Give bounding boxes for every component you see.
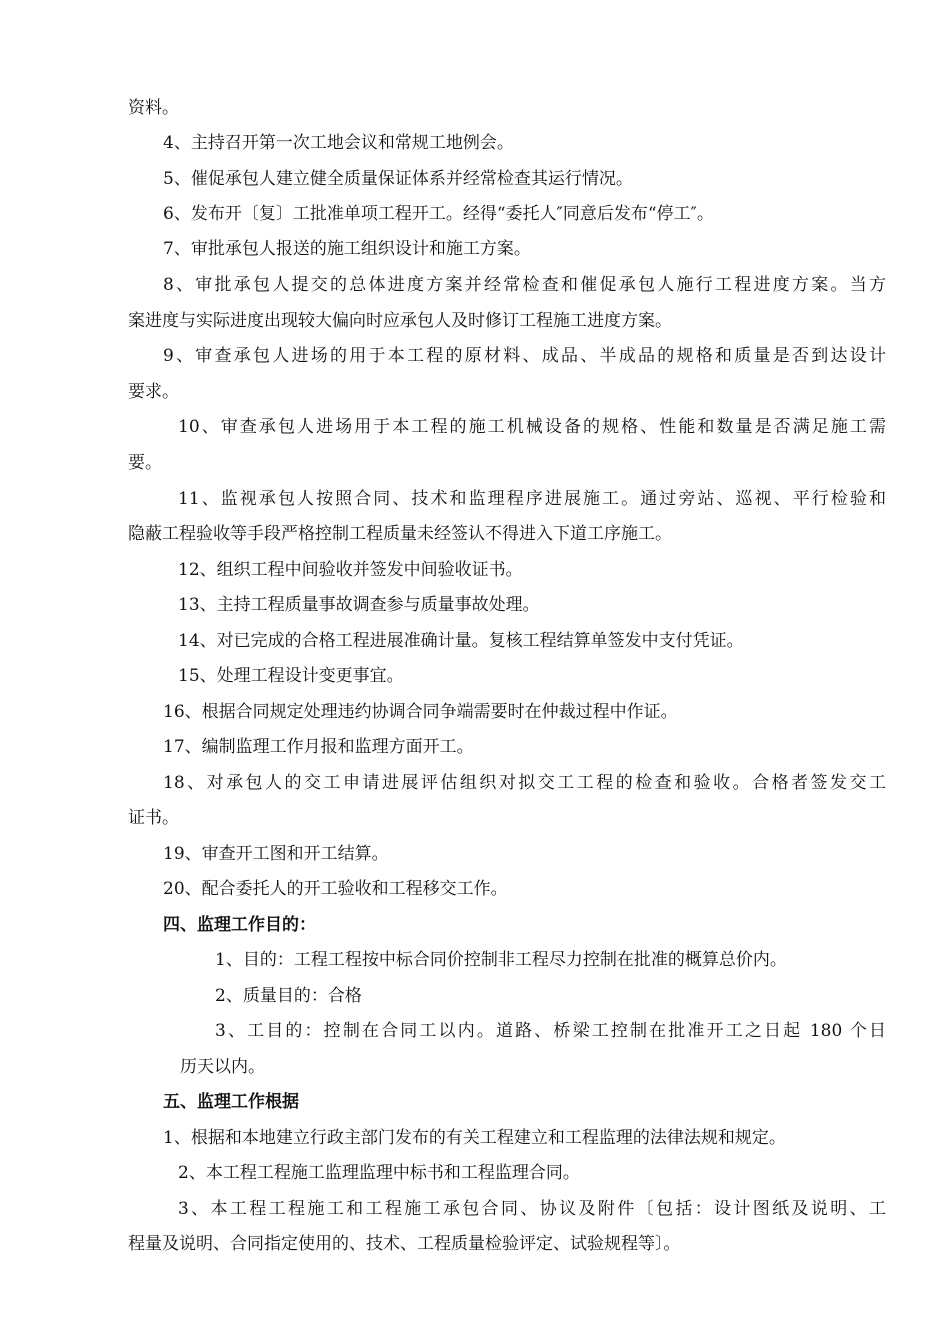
text-line: 14、对已完成的合格工程进展准确计量。复核工程结算单签发中支付凭证。 xyxy=(178,631,744,651)
text-line: 3、工目的：控制在合同工以内。道路、桥梁工控制在批准开工之日起 180 个日 xyxy=(215,1021,886,1041)
text-line: 20、配合委托人的开工验收和工程移交工作。 xyxy=(163,879,508,899)
text-line: 12、组织工程中间验收并签发中间验收证书。 xyxy=(178,560,523,580)
text-line: 13、主持工程质量事故调查参与质量事故处理。 xyxy=(178,595,540,615)
section-heading: 四、监理工作目的： xyxy=(163,915,316,935)
text-line: 1、目的：工程工程按中标合同价控制非工程尽力控制在批准的概算总价内。 xyxy=(215,950,787,970)
text-line: 19、审查开工图和开工结算。 xyxy=(163,844,389,864)
text-line: 17、编制监理工作月报和监理方面开工。 xyxy=(163,737,474,757)
text-line: 9、审查承包人进场的用于本工程的原材料、成品、半成品的规格和质量是否到达设计 xyxy=(163,346,886,366)
text-line: 15、处理工程设计变更事宜。 xyxy=(178,666,404,686)
text-line: 1、根据和本地建立行政主部门发布的有关工程建立和工程监理的法律法规和规定。 xyxy=(163,1128,786,1148)
text-line: 4、主持召开第一次工地会议和常规工地例会。 xyxy=(163,133,514,153)
text-line: 8、审批承包人提交的总体进度方案并经常检查和催促承包人施行工程进度方案。当方 xyxy=(163,275,886,295)
text-line: 7、审批承包人报送的施工组织设计和施工方案。 xyxy=(163,239,531,259)
text-line: 历天以内。 xyxy=(180,1057,265,1077)
text-line: 案进度与实际进度出现较大偏向时应承包人及时修订工程施工进度方案。 xyxy=(128,311,672,331)
text-line: 18、对承包人的交工申请进展评估组织对拟交工工程的检查和验收。合格者签发交工 xyxy=(163,773,886,793)
text-line: 要。 xyxy=(128,453,162,473)
text-line: 5、催促承包人建立健全质量保证体系并经常检查其运行情况。 xyxy=(163,169,633,189)
section-heading: 五、监理工作根据 xyxy=(163,1092,299,1112)
text-line: 16、根据合同规定处理违约协调合同争端需要时在仲裁过程中作证。 xyxy=(163,702,678,722)
text-line: 资料。 xyxy=(128,98,179,118)
text-line: 隐蔽工程验收等手段严格控制工程质量未经签认不得进入下道工序施工。 xyxy=(128,524,672,544)
text-line: 程量及说明、合同指定使用的、技术、工程质量检验评定、试验规程等〕。 xyxy=(128,1234,681,1254)
text-line: 10、审查承包人进场用于本工程的施工机械设备的规格、性能和数量是否满足施工需 xyxy=(178,417,886,437)
text-line: 2、质量目的：合格 xyxy=(215,986,362,1006)
text-line: 6、发布开〔复〕工批准单项工程开工。经得“委托人″同意后发布“停工″。 xyxy=(163,204,714,224)
text-line: 要求。 xyxy=(128,382,179,402)
text-line: 2、本工程工程施工监理监理中标书和工程监理合同。 xyxy=(178,1163,580,1183)
text-line: 3、本工程工程施工和工程施工承包合同、协议及附件〔包括：设计图纸及说明、工 xyxy=(178,1199,886,1219)
text-line: 证书。 xyxy=(128,808,179,828)
text-line: 11、监视承包人按照合同、技术和监理程序进展施工。通过旁站、巡视、平行检验和 xyxy=(178,489,886,509)
